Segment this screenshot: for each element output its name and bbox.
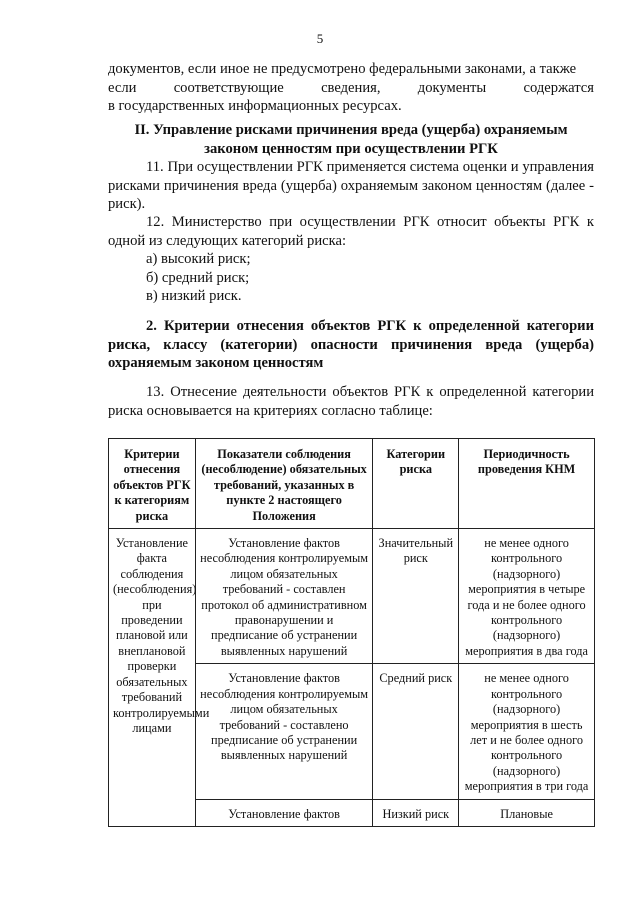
paragraph-13: 13. Отнесение деятельности объектов РГК к определенной категории риска основывается на критериях согласно таблице: xyxy=(108,384,594,419)
section-heading xyxy=(108,121,594,158)
table-row xyxy=(109,529,595,664)
category-cell: Значительный риск xyxy=(373,529,459,664)
category-cell: Низкий риск xyxy=(373,799,459,826)
intro-line: документов, если иное не предусмотрено федеральными законами, а также xyxy=(108,61,577,77)
criterion-cell: Установление факта соблюдения (несоблюдения) при проведении плановой или внеплановой проверки обязательных требований контролируемыми лицами xyxy=(109,529,196,827)
category-cell: Средний риск xyxy=(373,664,459,799)
table-header-row xyxy=(109,439,595,529)
subsection-heading: 2. Критерии отнесения объектов РГК к определенной категории риска, классу (категории) опасности причинения вреда (ущерба) охраняемым законом ценностям xyxy=(108,318,594,371)
risk-category-list xyxy=(108,250,594,306)
page-number: 5 xyxy=(316,31,324,46)
indicator-cell: Установление фактов несоблюдения контролируемым лицом обязательных требований - составлено предписание об устранении выявленных нарушений xyxy=(195,664,373,799)
periodicity-cell: не менее одного контрольного (надзорного) мероприятия в четыре года и не более одного контрольного (надзорного) мероприятия в два года xyxy=(459,529,595,664)
intro-line: если соответствующие сведения, документы содержатся xyxy=(108,79,594,96)
section-heading-line: II. Управление рисками причинения вреда (ущерба) охраняемым xyxy=(134,122,568,138)
paragraph-12: 12. Министерство при осуществлении РГК относит объекты РГК к одной из следующих категорий риска: xyxy=(108,214,594,249)
column-header: Категории риска xyxy=(373,439,459,529)
periodicity-cell: Плановые xyxy=(459,799,595,826)
intro-paragraph xyxy=(108,60,594,116)
indicator-cell: Установление фактов xyxy=(195,799,373,826)
column-header: Периодичность проведения КНМ xyxy=(459,439,595,529)
list-item: а) высокий риск; xyxy=(146,251,251,267)
column-header: Показатели соблюдения (несоблюдение) обязательных требований, указанных в пункте 2 настоящего Положения xyxy=(195,439,373,529)
paragraph-11: 11. При осуществлении РГК применяется система оценки и управления рисками причинения вреда (ущерба) охраняемым законом ценностям (далее - риск). xyxy=(108,159,594,212)
risk-criteria-table xyxy=(108,438,595,827)
periodicity-cell: не менее одного контрольного (надзорного) мероприятия в шесть лет и не более одного контрольного (надзорного) мероприятия в три года xyxy=(459,664,595,799)
column-header: Критерии отнесения объектов РГК к категориям риска xyxy=(109,439,196,529)
list-item: в) низкий риск. xyxy=(146,288,242,304)
intro-line: в государственных информационных ресурсах. xyxy=(108,98,402,114)
indicator-cell: Установление фактов несоблюдения контролируемым лицом обязательных требований - составлен протокол об административном правонарушении и предписание об устранении выявленных нарушений xyxy=(195,529,373,664)
list-item: б) средний риск; xyxy=(146,269,250,286)
section-heading-line: законом ценностям при осуществлении РГК xyxy=(204,140,498,157)
